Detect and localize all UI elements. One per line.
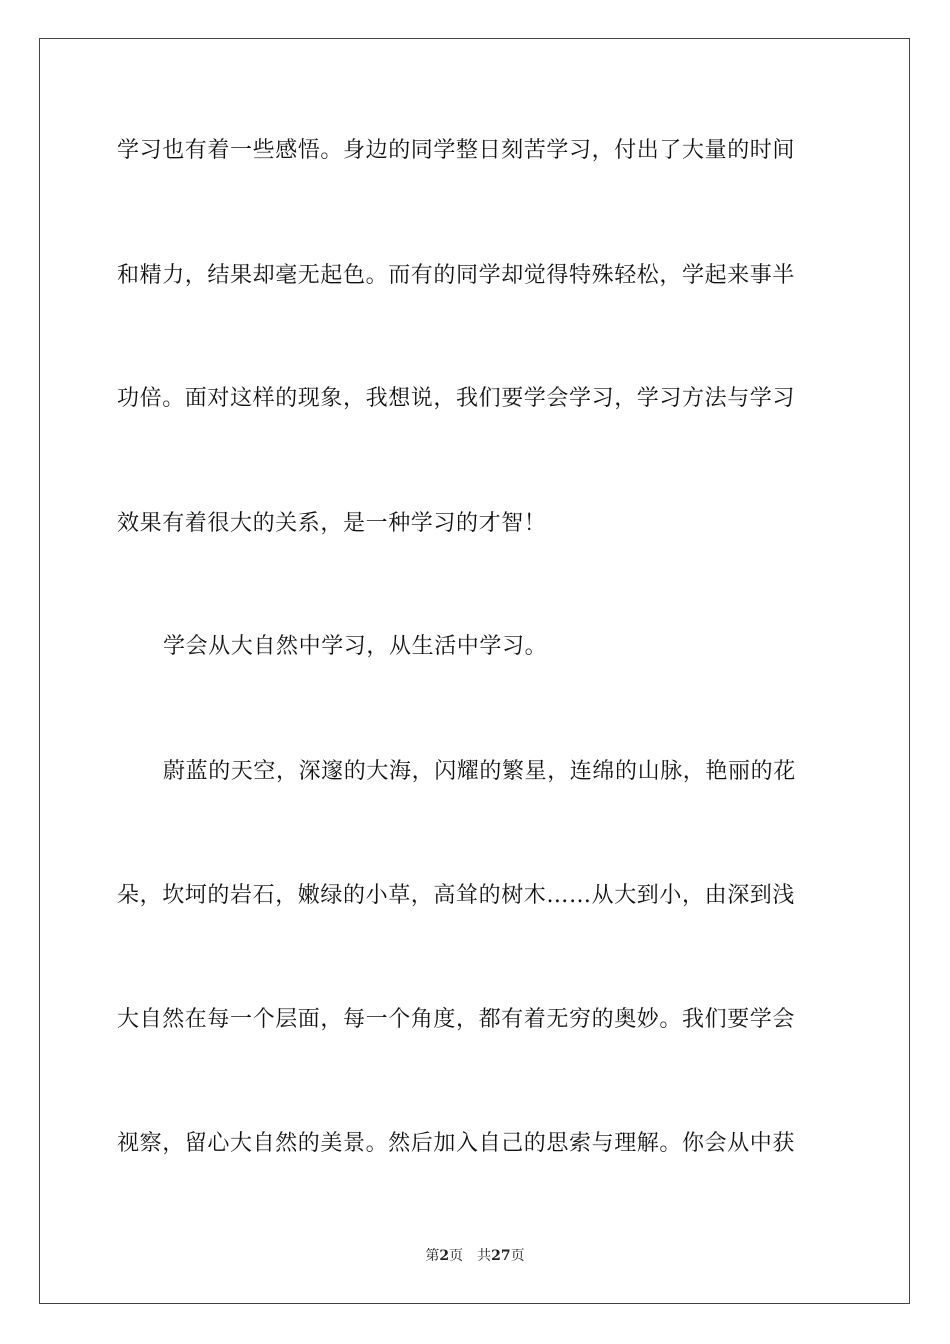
text-line-6: 蔚蓝的天空，深邃的大海，闪耀的繁星，连绵的山脉，艳丽的花 (163, 759, 796, 784)
text-line-7: 朵，坎坷的岩石，嫩绿的小草，高耸的树木……从大到小，由深到浅 (117, 883, 796, 908)
text-line-3: 功倍。面对这样的现象，我想说，我们要学会学习，学习方法与学习 (117, 386, 796, 411)
paragraph-heading: 学会从大自然中学习，从生活中学习。 (163, 634, 548, 659)
total-pages: 27 (491, 1248, 511, 1264)
total-prefix: 共 (477, 1248, 492, 1264)
text-line-8: 大自然在每一个层面，每一个角度，都有着无穷的奥妙。我们要学会 (117, 1007, 796, 1032)
text-line-1: 学习也有着一些感悟。身边的同学整日刻苦学习，付出了大量的时间 (117, 138, 796, 163)
page-number: 2 (439, 1248, 450, 1264)
page-prefix: 第 (425, 1248, 440, 1264)
total-suffix: 页 (510, 1248, 525, 1264)
page-footer (0, 1247, 950, 1265)
text-line-4: 效果有着很大的关系，是一种学习的才智！ (117, 511, 547, 536)
page-border (39, 38, 910, 1304)
page-suffix: 页 (449, 1248, 464, 1264)
text-line-2: 和精力，结果却毫无起色。而有的同学却觉得特殊轻松，学起来事半 (117, 263, 796, 288)
text-line-9: 视察，留心大自然的美景。然后加入自己的思索与理解。你会从中获 (117, 1131, 796, 1156)
